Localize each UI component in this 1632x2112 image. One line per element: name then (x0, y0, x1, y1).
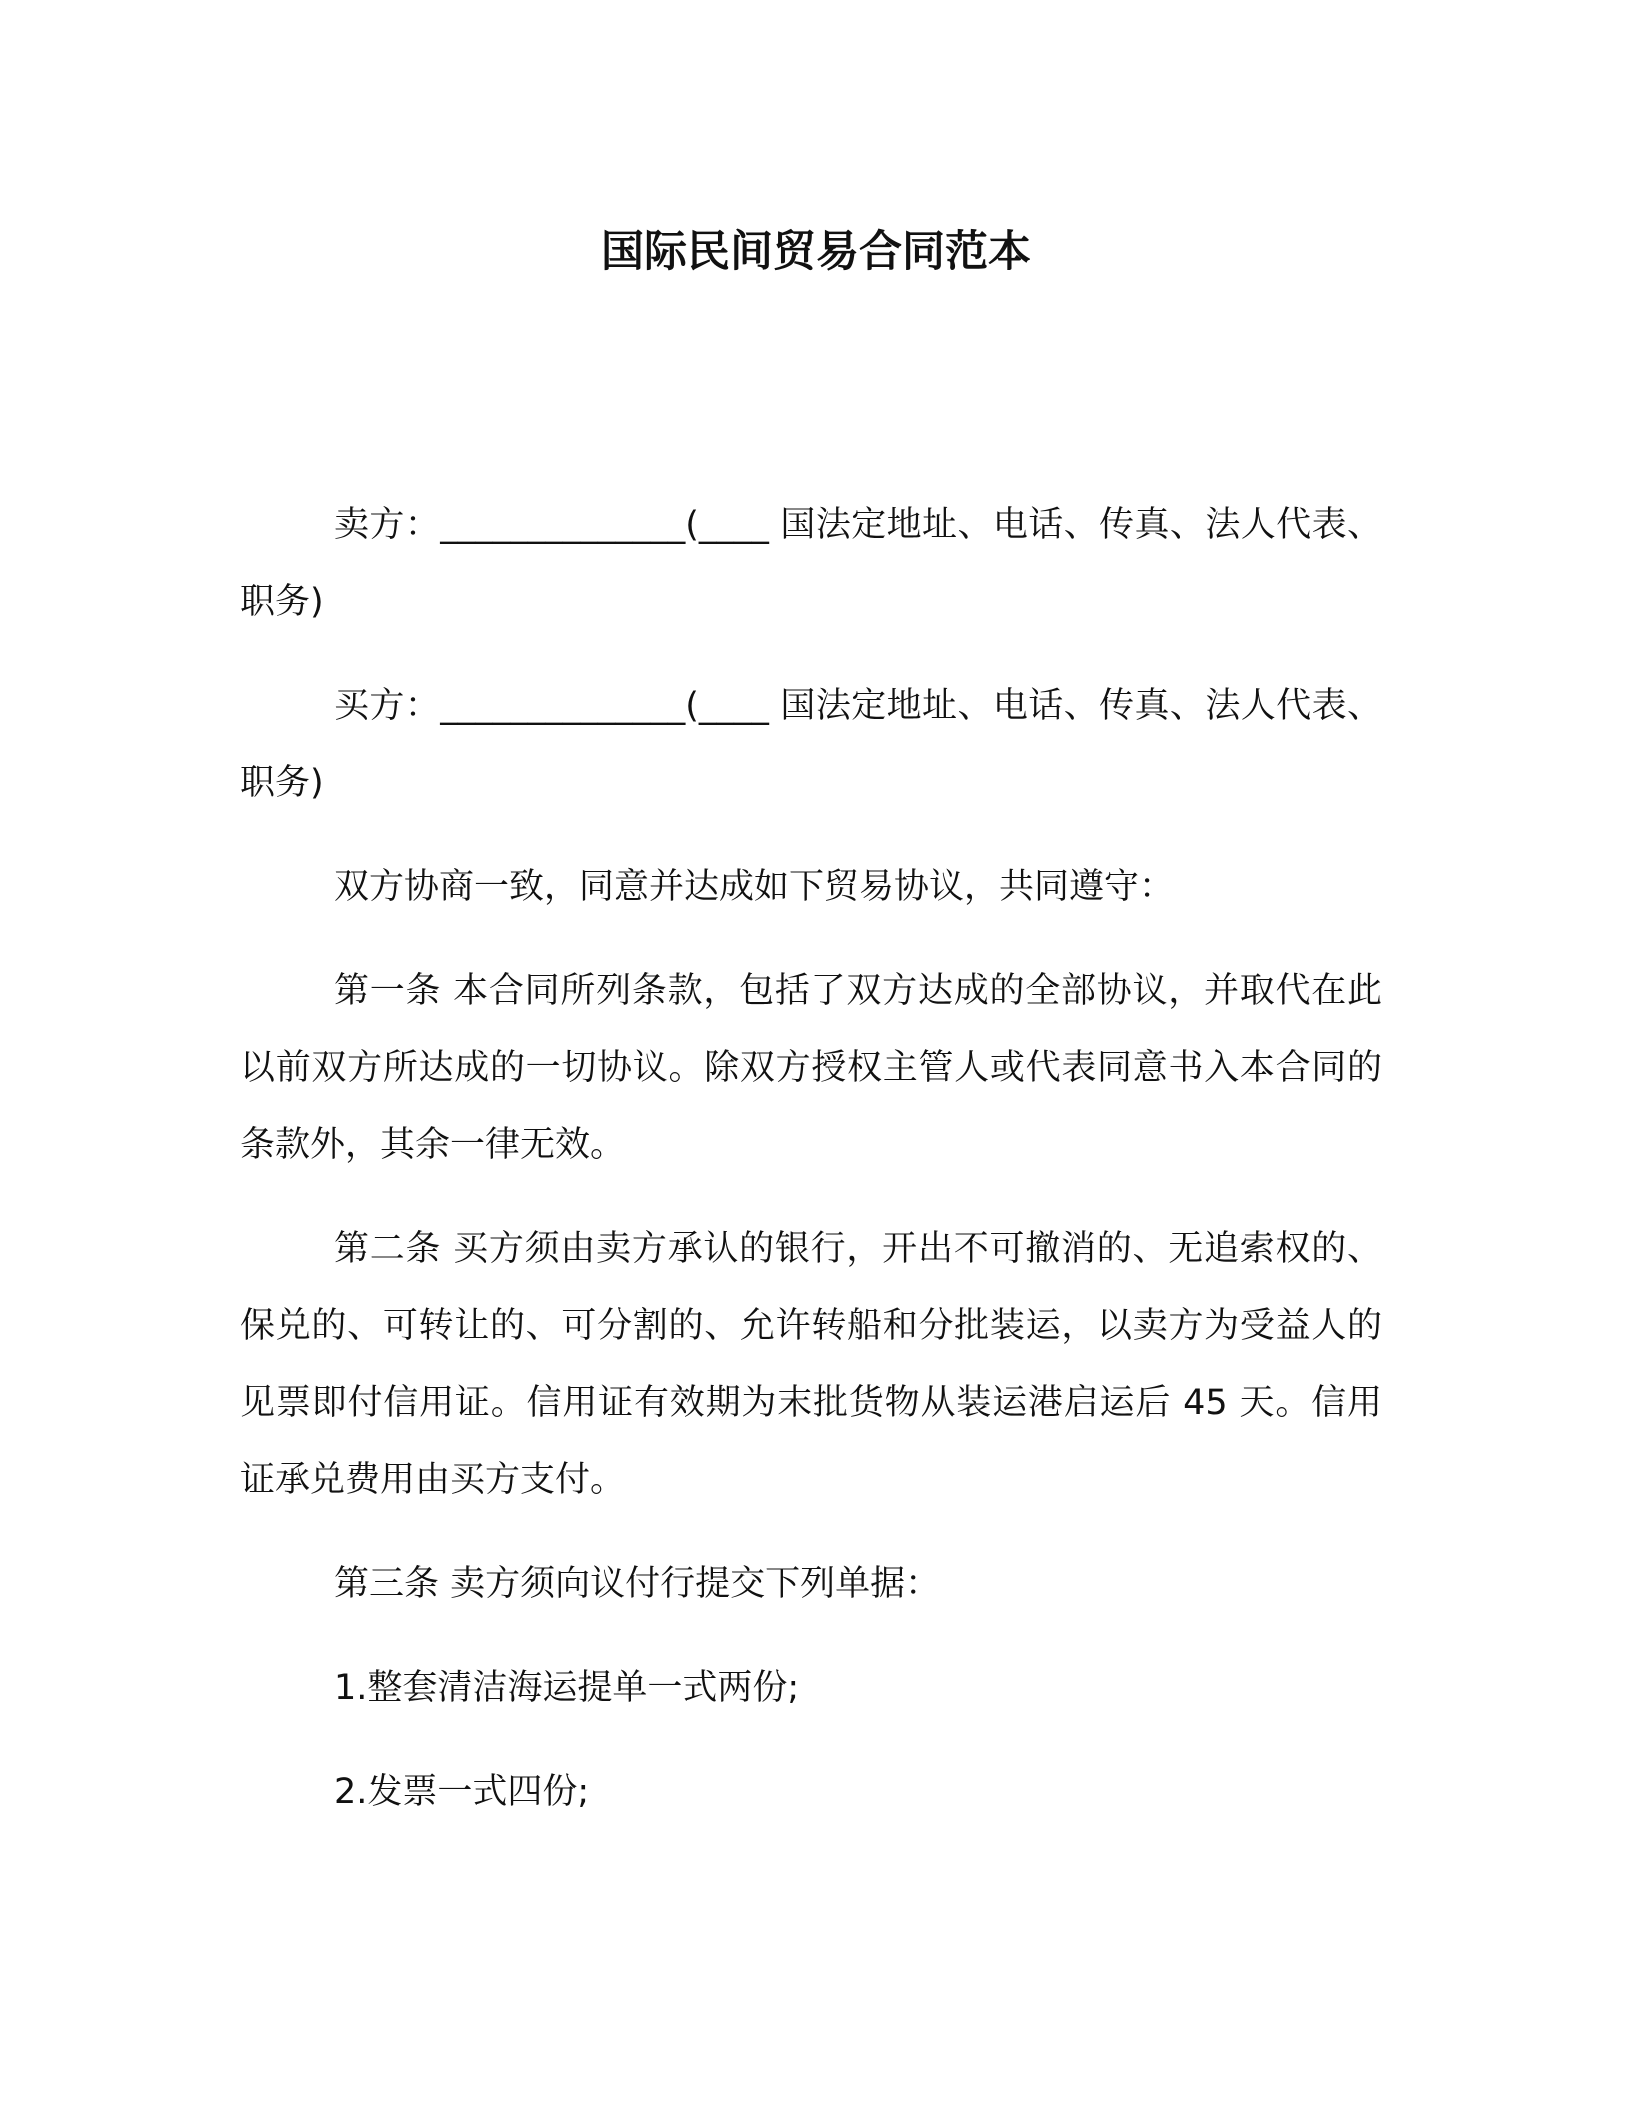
document-title: 国际民间贸易合同范本 (601, 227, 1031, 277)
seller-paragraph: 卖方：______________(____ 国法定地址、电话、传真、法人代表、职务) (240, 505, 1382, 622)
article-2-paragraph: 第二条 买方须由卖方承认的银行，开出不可撤消的、无追索权的、保兑的、可转让的、可分割的、允许转船和分批装运，以卖方为受益人的见票即付信用证。信用证有效期为末批货物从装运港启运后 45 天。信用证承兑费用由买方支付。 (240, 1229, 1382, 1500)
document-list-item-1: 1.整套清洁海运提单一式两份; (334, 1668, 800, 1708)
agreement-intro-paragraph: 双方协商一致，同意并达成如下贸易协议，共同遵守： (334, 867, 1175, 907)
document-body (240, 487, 1382, 1858)
buyer-paragraph: 买方：______________(____ 国法定地址、电话、传真、法人代表、职务) (240, 686, 1382, 803)
article-1-paragraph: 第一条 本合同所列条款，包括了双方达成的全部协议，并取代在此以前双方所达成的一切协议。除双方授权主管人或代表同意书入本合同的条款外，其余一律无效。 (240, 971, 1382, 1165)
article-3-paragraph: 第三条 卖方须向议付行提交下列单据： (334, 1564, 941, 1604)
document-list-item-2: 2.发票一式四份; (334, 1772, 590, 1812)
